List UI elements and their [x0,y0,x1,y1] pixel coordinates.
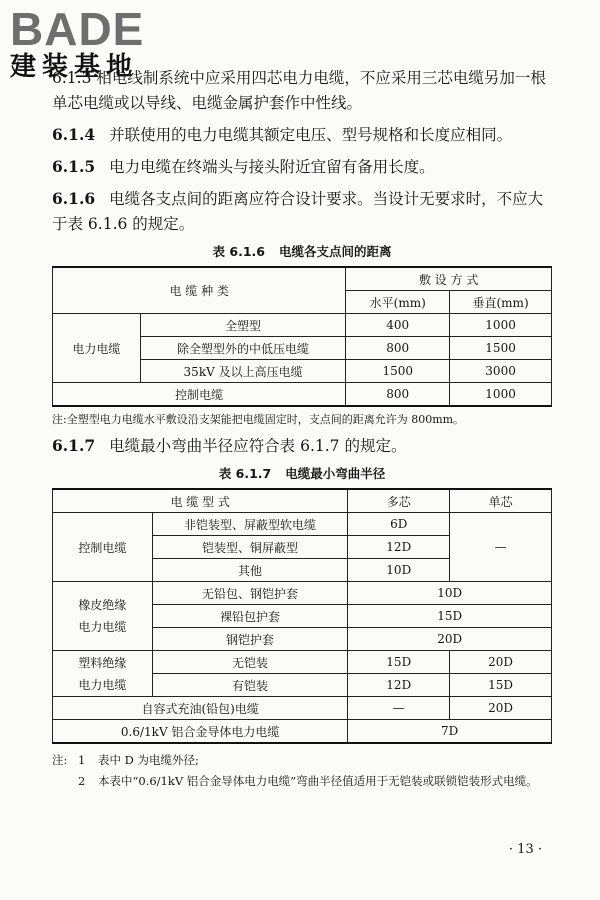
row-value: 7D [348,720,552,744]
group-label-line: 电力电缆 [78,677,127,692]
row-multi: 15D [348,651,450,674]
header-cable-form: 电 缆 型 式 [53,489,348,513]
group-label-line: 塑料绝缘 [78,655,127,670]
header-multi-core: 多芯 [348,489,450,513]
row-single: 20D [450,651,552,674]
note-spacer [52,771,78,792]
row-horizontal: 800 [346,337,450,360]
caption-number: 表 6.1.7 [218,466,272,481]
table-6-1-7 [52,488,552,744]
clause-text: 并联使用的电力电缆其额定电压、型号规格和长度应相同。 [109,126,513,144]
row-multi: 10D [348,559,450,582]
row-name: 铠装型、铜屏蔽型 [152,536,348,559]
row-horizontal: 1500 [346,360,450,383]
row-single: 15D [450,674,552,697]
row-name: 有铠装 [152,674,348,697]
row-name: 非铠装型、屏蔽型软电缆 [152,513,348,536]
page-content [52,66,552,792]
row-value: 15D [348,605,552,628]
row-vertical: 1500 [450,337,552,360]
group-rubber-insulated [53,582,153,651]
logo-text-latin: BADE [10,3,145,55]
note-item [52,750,552,771]
table-6-1-6-note: 注:全塑型电力电缆水平敷设沿支架能把电缆固定时，支点间的距离允许为 800mm。 [52,413,465,426]
clause-text: 电力电缆在终端头与接头附近宜留有备用长度。 [109,158,435,176]
caption-title: 电缆最小弯曲半径 [285,466,386,481]
row-name: 无铅包、钢铠护套 [152,582,348,605]
logo-text-chinese: 建装基地 [10,52,139,82]
row-vertical: 3000 [450,360,552,383]
clause-number: 6.1.7 [52,436,96,455]
row-name: 35kV 及以上高压电缆 [140,360,346,383]
table-6-1-7-caption [52,464,552,482]
row-name: 除全塑型外的中低压电缆 [140,337,346,360]
header-single-core: 单芯 [450,489,552,513]
row-multi: — [348,697,450,720]
row-multi: 12D [348,536,450,559]
paragraph-6-1-4 [52,122,552,148]
paragraph-6-1-5 [52,154,552,180]
row-multi: 6D [348,513,450,536]
clause-number: 6.1.4 [52,125,96,144]
note-index: 2 [78,774,86,788]
row-name: 其他 [152,559,348,582]
note-item [52,771,552,792]
caption-number: 表 6.1.6 [212,244,265,259]
row-vertical: 1000 [450,314,552,337]
note-index: 1 [78,753,86,767]
row-value: 20D [348,628,552,651]
header-horizontal: 水平(mm) [346,291,450,314]
page-number: · 13 · [508,842,542,857]
header-laying-method: 敷 设 方 式 [346,267,552,291]
row-horizontal: 800 [346,383,450,407]
row-vertical: 1000 [450,383,552,407]
row-value: 10D [348,582,552,605]
row-oil-filled-cable: 自容式充油(铅包)电缆 [53,697,348,720]
header-cable-type: 电 缆 种 类 [53,267,346,314]
clause-text: 电缆各支点间的距离应符合设计要求。当设计无要求时，不应大于表 6.1.6 的规定。 [52,190,544,233]
group-control-cable: 控制电缆 [53,513,153,582]
row-horizontal: 400 [346,314,450,337]
row-name: 裸铅包护套 [152,605,348,628]
row-aluminum-alloy-cable: 0.6/1kV 铝合金导体电力电缆 [53,720,348,744]
paragraph-6-1-3: 6.1.3 相电线制系统中应采用四芯电力电缆，不应采用三芯电缆另加一根单芯电缆或以导线、电缆金属护套作中性线。 [52,69,546,112]
table-6-1-6 [52,266,552,407]
row-name: 钢铠护套 [152,628,348,651]
group-label-line: 橡皮绝缘 [78,598,127,612]
row-name: 全塑型 [140,314,346,337]
caption-title: 电缆各支点间的距离 [278,244,392,259]
row-single: 20D [450,697,552,720]
note-text: 本表中“0.6/1kV 铝合金导体电力电缆”弯曲半径值适用于无铠装或联锁铠装形式电缆。 [98,774,538,788]
header-vertical: 垂直(mm) [450,291,552,314]
table-6-1-6-caption [52,242,552,260]
control-single-core: — [450,513,552,582]
clause-number: 6.1.6 [52,189,96,208]
row-name: 无铠装 [152,651,348,674]
group-power-cable: 电力电缆 [53,314,141,383]
group-plastic-insulated [53,651,153,697]
paragraph-6-1-6 [52,186,552,237]
row-control-cable: 控制电缆 [53,383,346,407]
note-label: 注: [52,753,68,767]
clause-text: 电缆最小弯曲半径应符合表 6.1.7 的规定。 [109,437,407,455]
paragraph-6-1-7 [52,433,552,459]
note-text: 表中 D 为电缆外径; [98,753,199,767]
group-label-line: 电力电缆 [78,620,127,634]
clause-number: 6.1.5 [52,157,96,176]
table-6-1-7-notes [52,750,552,792]
row-multi: 12D [348,674,450,697]
